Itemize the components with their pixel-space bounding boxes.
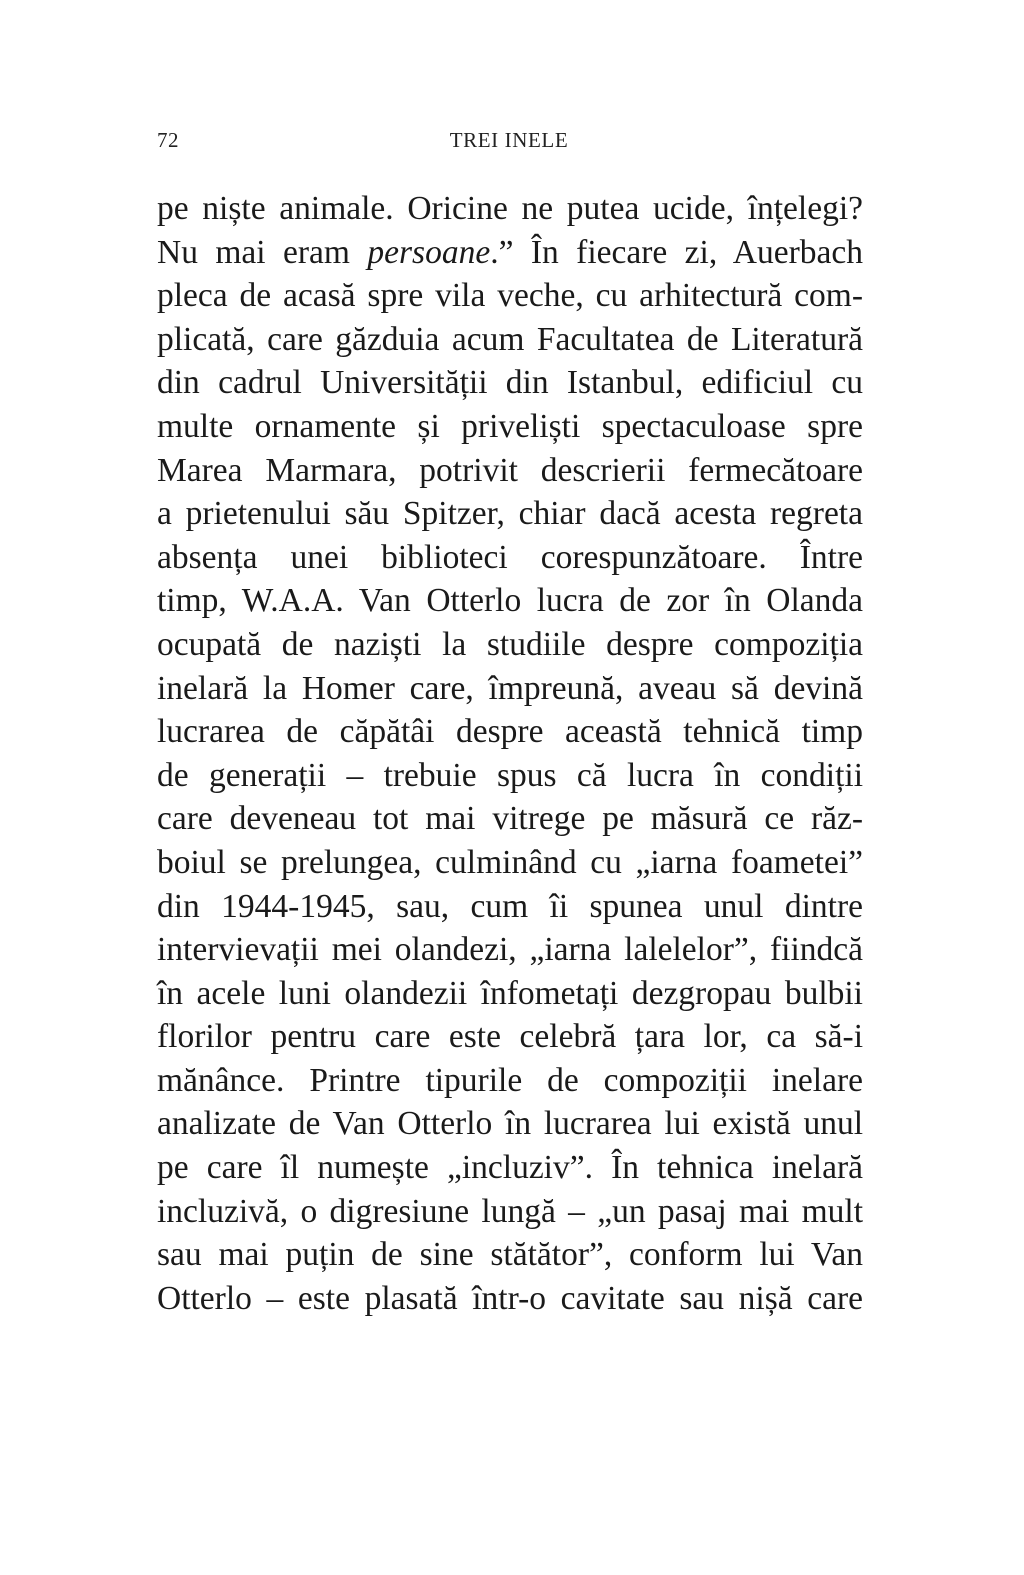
text-line: a prietenului său Spitzer, chiar dacă acesta regreta — [157, 495, 863, 533]
text-line: din 1944-1945, sau, cum îi spunea unul dintre — [157, 887, 863, 925]
page-number: 72 — [157, 128, 179, 152]
text-line: Marea Marmara, potrivit descrierii fermecătoare — [157, 451, 863, 489]
body-paragraph — [157, 187, 863, 1320]
text-line: în acele luni olandezii înfometați dezgropau bulbii — [157, 974, 863, 1012]
text-line: plicată, care găzduia acum Facultatea de Literatură — [157, 320, 863, 358]
text-line: multe ornamente și priveliști spectaculoase spre — [157, 407, 863, 445]
running-title: TREI INELE — [449, 128, 569, 152]
text-segment: .” În fiecare zi, Auerbach — [490, 233, 863, 271]
text-line: florilor pentru care este celebră țara lor, ca să-i — [157, 1018, 863, 1056]
italic-word: persoane — [367, 233, 491, 271]
text-line — [157, 231, 863, 275]
text-line: pe niște animale. Oricine ne putea ucide, înțelegi? — [157, 190, 863, 227]
text-line: incluzivă, o digresiune lungă – „un pasaj mai mult — [157, 1192, 863, 1230]
text-line: analizate de Van Otterlo în lucrarea lui există unul — [157, 1105, 863, 1143]
text-line: de generații – trebuie spus că lucra în condiții — [157, 756, 863, 794]
text-line: care deveneau tot mai vitrege pe măsură ce răz- — [157, 800, 863, 838]
text-line: pe care îl numește „incluziv”. În tehnica inelară — [157, 1149, 863, 1187]
text-line: absența unei biblioteci corespunzătoare. Între — [157, 538, 863, 576]
text-line: boiul se prelungea, culminând cu „iarna foametei” — [157, 843, 863, 881]
text-line: ocupată de naziști la studiile despre compoziția — [157, 625, 863, 663]
text-line: lucrarea de căpătâi despre această tehnică timp — [157, 713, 863, 751]
text-line: inelară la Homer care, împreună, aveau să devină — [157, 669, 863, 707]
text-segment: Nu mai eram — [157, 233, 368, 271]
text-line: intervievații mei olandezi, „iarna lalelelor”, fiindcă — [157, 931, 863, 969]
text-line: pleca de acasă spre vila veche, cu arhitectură com- — [157, 277, 863, 315]
text-line: mănânce. Printre tipurile de compoziții inelare — [157, 1061, 863, 1099]
text-line: timp, W.A.A. Van Otterlo lucra de zor în Olanda — [157, 582, 863, 620]
text-line: sau mai puțin de sine stătător”, conform lui Van — [157, 1236, 863, 1274]
text-line: Otterlo – este plasată într-o cavitate sau nișă care — [157, 1279, 863, 1317]
text-line: din cadrul Universității din Istanbul, edificiul cu — [157, 364, 863, 402]
